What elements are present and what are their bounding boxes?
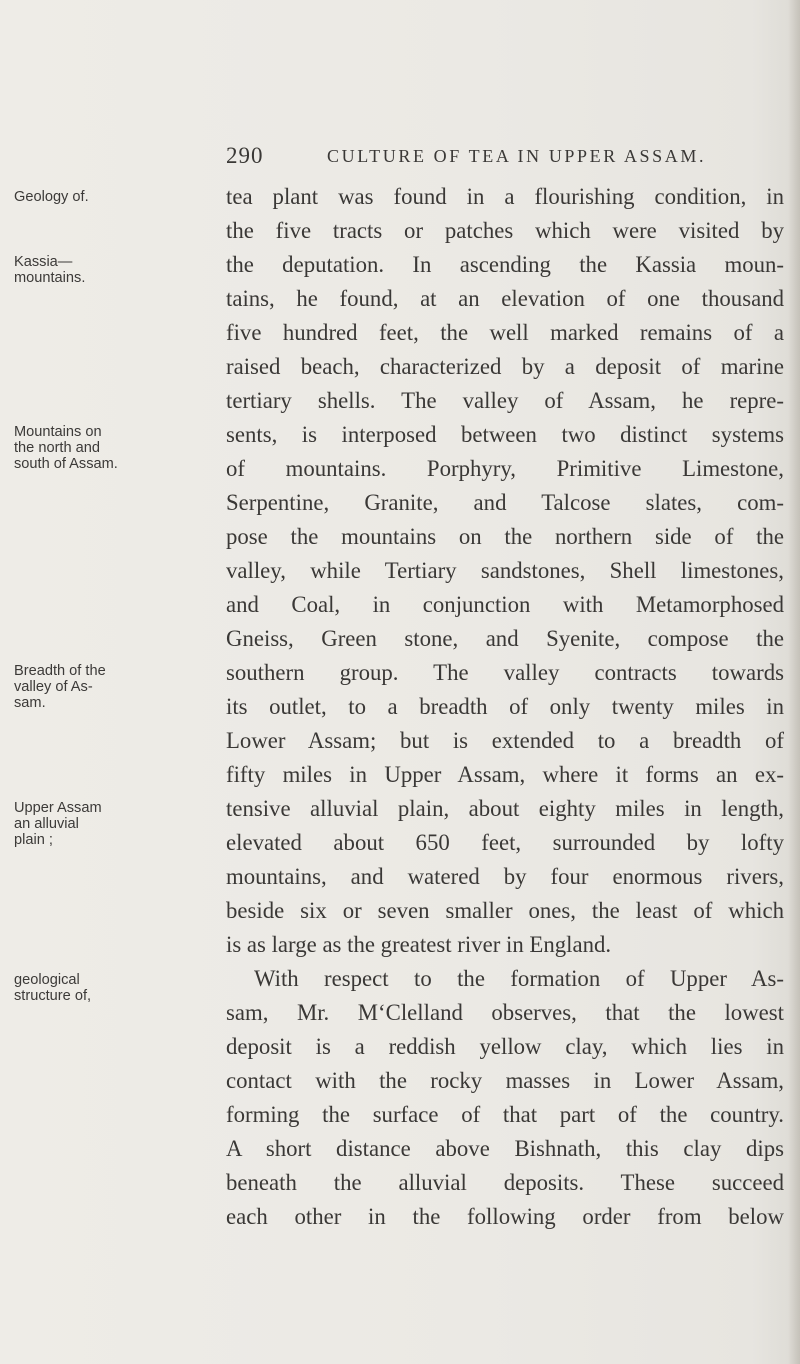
text-line: sents, is interposed between two distinct systems	[226, 422, 784, 447]
sidenote-line: the north and	[14, 440, 101, 456]
page-edge-shadow	[788, 0, 800, 1364]
text-line: beside six or seven smaller ones, the least of which	[226, 898, 784, 923]
sidenote-line: sam.	[14, 695, 46, 711]
text-line: each other in the following order from below	[226, 1204, 784, 1229]
text-line: Gneiss, Green stone, and Syenite, compose the	[226, 626, 784, 651]
text-line: tertiary shells. The valley of Assam, he repre-	[226, 388, 784, 413]
text-line: tains, he found, at an elevation of one thousand	[226, 286, 784, 311]
text-line: elevated about 650 feet, surrounded by lofty	[226, 830, 784, 855]
sidenote-upper-assam	[14, 800, 214, 848]
text-line: five hundred feet, the well marked remains of a	[226, 320, 784, 345]
text-line: its outlet, to a breadth of only twenty miles in	[226, 694, 784, 719]
text-line: mountains, and watered by four enormous rivers,	[226, 864, 784, 889]
text-line: contact with the rocky masses in Lower Assam,	[226, 1068, 784, 1093]
text-line: tea plant was found in a flourishing condition, in	[226, 184, 784, 209]
text-line: fifty miles in Upper Assam, where it forms an ex-	[226, 762, 784, 787]
text-line: and Coal, in conjunction with Metamorphosed	[226, 592, 784, 617]
sidenote-mountains	[14, 424, 214, 472]
text-line: beneath the alluvial deposits. These succeed	[226, 1170, 784, 1195]
sidenote-line: an alluvial	[14, 816, 79, 832]
text-line: southern group. The valley contracts towards	[226, 660, 784, 685]
sidenote-line: Kassia—	[14, 254, 73, 270]
sidenote-geology	[14, 189, 214, 205]
sidenote-line: Mountains on	[14, 424, 102, 440]
text-line: A short distance above Bishnath, this clay dips	[226, 1136, 784, 1161]
sidenote-line: mountains.	[14, 270, 86, 286]
text-line: Serpentine, Granite, and Talcose slates, com-	[226, 490, 784, 515]
running-title: CULTURE OF TEA IN UPPER ASSAM.	[327, 146, 707, 166]
sidenote-geological-structure	[14, 972, 214, 1004]
page-header	[226, 143, 786, 173]
text-line: raised beach, characterized by a deposit of marine	[226, 354, 784, 379]
text-line: sam, Mr. M‘Clelland observes, that the lowest	[226, 1000, 784, 1025]
text-line: Lower Assam; but is extended to a breadth of	[226, 728, 784, 753]
sidenote-line: geological	[14, 972, 80, 988]
sidenote-line: Breadth of the	[14, 663, 106, 679]
sidenote-line: valley of As-	[14, 679, 93, 695]
sidenote-line: south of Assam.	[14, 456, 118, 472]
sidenote-line: structure of,	[14, 988, 92, 1004]
text-line: valley, while Tertiary sandstones, Shell limestones,	[226, 558, 784, 583]
text-line: of mountains. Porphyry, Primitive Limestone,	[226, 456, 784, 481]
text-line: With respect to the formation of Upper As-	[254, 966, 784, 991]
sidenote-line: Geology of.	[14, 189, 89, 205]
text-line: the deputation. In ascending the Kassia moun-	[226, 252, 784, 277]
text-line: forming the surface of that part of the country.	[226, 1102, 784, 1127]
text-line: deposit is a reddish yellow clay, which lies in	[226, 1034, 784, 1059]
sidenote-kassia	[14, 254, 214, 286]
text-line: tensive alluvial plain, about eighty miles in length,	[226, 796, 784, 821]
sidenote-line: plain ;	[14, 832, 53, 848]
text-line: pose the mountains on the northern side of the	[226, 524, 784, 549]
body-text	[226, 180, 784, 1234]
page-number: 290	[226, 143, 264, 168]
text-line: is as large as the greatest river in England.	[226, 932, 612, 957]
text-line: the five tracts or patches which were visited by	[226, 218, 784, 243]
sidenote-breadth	[14, 663, 214, 711]
sidenote-line: Upper Assam	[14, 800, 102, 816]
